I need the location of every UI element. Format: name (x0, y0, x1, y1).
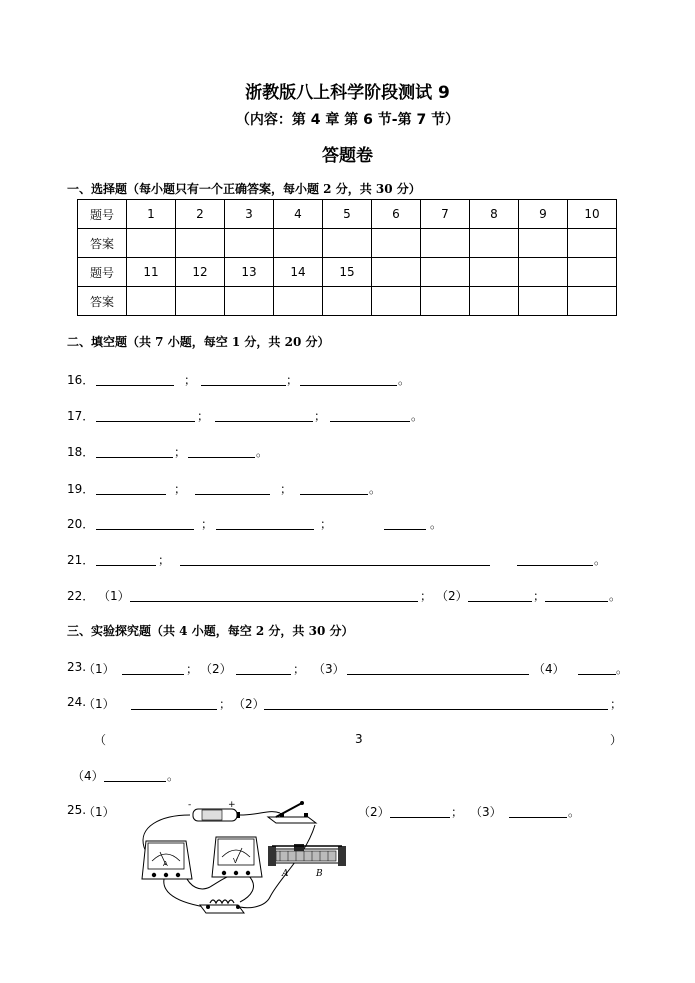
answer-cell[interactable] (470, 287, 519, 316)
section-choice-heading: 一、选择题（每小题只有一个正确答案，每小题 2 分，共 30 分） (67, 182, 421, 196)
wire (240, 812, 280, 815)
answer-blank[interactable] (347, 673, 529, 675)
answer-blank[interactable] (96, 384, 174, 386)
table-row (78, 200, 617, 229)
answer-blank[interactable] (122, 673, 184, 675)
part-label: （4） (72, 769, 104, 783)
answer-cell[interactable] (274, 287, 323, 316)
period: 。 (609, 589, 622, 603)
answer-blank[interactable] (517, 564, 593, 566)
question-number: 21． (67, 553, 95, 567)
table-cell: 9 (519, 200, 568, 229)
voltmeter-label: V (233, 857, 238, 865)
question-number: 19． (67, 482, 95, 496)
ammeter-icon (142, 841, 192, 879)
answer-cell[interactable] (372, 287, 421, 316)
wire (164, 875, 205, 907)
table-cell: 6 (372, 200, 421, 229)
semicolon: ； (197, 409, 210, 423)
part-label: （1） (83, 805, 115, 819)
close-paren: ） (610, 733, 623, 747)
semicolon: ； (610, 697, 623, 711)
table-cell: 12 (176, 258, 225, 287)
part-label: （2） (358, 805, 390, 819)
part-label: （1） (98, 589, 130, 603)
rheostat-terminal-a: A (282, 869, 289, 879)
part-label: （2） (200, 662, 232, 676)
answer-blank[interactable] (180, 564, 490, 566)
table-cell-label: 题号 (78, 258, 127, 287)
answer-blank[interactable] (578, 673, 616, 675)
table-cell: 5 (323, 200, 372, 229)
answer-blank[interactable] (468, 600, 532, 602)
part-number: 3 (355, 732, 363, 746)
answer-blank[interactable] (201, 384, 286, 386)
table-cell-label: 答案 (78, 287, 127, 316)
semicolon: ； (320, 517, 333, 531)
table-cell: 3 (225, 200, 274, 229)
question-number: 16． (67, 373, 95, 387)
answer-cell[interactable] (274, 229, 323, 258)
table-row (78, 258, 617, 287)
answer-blank[interactable] (236, 673, 291, 675)
rheostat-terminal-b: B (316, 869, 323, 879)
part-label: （2） (233, 697, 265, 711)
answer-blank[interactable] (96, 564, 156, 566)
question-number: 22． (67, 589, 95, 603)
answer-cell[interactable] (421, 229, 470, 258)
section-experiment-heading: 三、实验探究题（共 4 小题，每空 2 分，共 30 分） (67, 624, 354, 638)
semicolon: ； (451, 805, 464, 819)
table-cell: 8 (470, 200, 519, 229)
answer-blank[interactable] (188, 456, 255, 458)
part-label: （3） (313, 662, 345, 676)
answer-blank[interactable] (509, 816, 567, 818)
period: 。 (430, 517, 443, 531)
period: 。 (369, 482, 382, 496)
answer-blank[interactable] (264, 708, 608, 710)
answer-blank[interactable] (300, 493, 368, 495)
answer-blank[interactable] (96, 456, 173, 458)
table-cell: 13 (225, 258, 274, 287)
period: 。 (398, 373, 411, 387)
period: 。 (256, 445, 269, 459)
question-number: 17． (67, 409, 95, 423)
answer-blank[interactable] (300, 384, 397, 386)
semicolon: ； (420, 589, 433, 603)
table-row (78, 287, 617, 316)
resistor-icon (200, 900, 244, 913)
part-label: （3） (470, 805, 502, 819)
answer-cell[interactable] (225, 229, 274, 258)
answer-cell[interactable] (176, 229, 225, 258)
sheet-title: 答题卷 (322, 146, 373, 166)
semicolon: ； (174, 445, 187, 459)
table-cell: 4 (274, 200, 323, 229)
answer-blank[interactable] (545, 600, 608, 602)
rheostat-icon (268, 843, 348, 879)
table-cell: 7 (421, 200, 470, 229)
answer-blank[interactable] (96, 420, 195, 422)
semicolon: ； (184, 373, 197, 387)
semicolon: ； (286, 373, 299, 387)
table-cell-label: 答案 (78, 229, 127, 258)
table-cell: 2 (176, 200, 225, 229)
answer-blank[interactable] (130, 600, 418, 602)
answer-cell[interactable] (323, 229, 372, 258)
battery-minus-label: - (188, 800, 192, 810)
table-cell: 10 (568, 200, 617, 229)
period: 。 (167, 769, 180, 783)
answer-blank[interactable] (96, 528, 194, 530)
semicolon: ； (219, 697, 232, 711)
ammeter-label: A (163, 860, 168, 868)
part-label: （2） (436, 589, 468, 603)
semicolon: ； (293, 662, 306, 676)
answer-cell[interactable] (568, 229, 617, 258)
answer-cell[interactable] (470, 229, 519, 258)
period: 。 (616, 662, 629, 676)
semicolon: ； (533, 589, 546, 603)
part-label: （4） (533, 662, 565, 676)
table-cell (519, 258, 568, 287)
battery-icon (188, 800, 240, 821)
answer-blank[interactable] (215, 420, 313, 422)
answer-cell[interactable] (323, 287, 372, 316)
table-cell: 11 (127, 258, 176, 287)
battery-plus-label: + (228, 800, 236, 810)
answer-cell[interactable] (519, 229, 568, 258)
answer-blank[interactable] (384, 528, 426, 530)
answer-blank[interactable] (216, 528, 314, 530)
section-fill-heading: 二、填空题（共 7 小题，每空 1 分，共 20 分） (67, 335, 330, 349)
voltmeter-icon (212, 837, 262, 877)
answer-cell[interactable] (127, 287, 176, 316)
table-cell-label: 题号 (78, 200, 127, 229)
table-cell: 15 (323, 258, 372, 287)
page-subtitle: （内容：第 4 章 第 6 节-第 7 节） (235, 112, 460, 128)
answer-cell[interactable] (225, 287, 274, 316)
table-row (78, 229, 617, 258)
semicolon: ； (186, 662, 199, 676)
table-cell: 14 (274, 258, 323, 287)
semicolon: ； (174, 482, 187, 496)
page-title: 浙教版八上科学阶段测试 9 (245, 83, 450, 103)
answer-blank[interactable] (104, 780, 166, 782)
question-number: 24. (67, 695, 87, 709)
question-number: 23. (67, 660, 87, 674)
table-cell: 1 (127, 200, 176, 229)
answer-blank[interactable] (131, 708, 217, 710)
table-cell (372, 258, 421, 287)
semicolon: ； (201, 517, 214, 531)
period: 。 (568, 805, 581, 819)
part-label: （1） (83, 697, 115, 711)
open-paren: （ (94, 733, 107, 747)
table-cell (470, 258, 519, 287)
answer-cell[interactable] (372, 229, 421, 258)
answer-blank[interactable] (96, 493, 166, 495)
answer-cell[interactable] (519, 287, 568, 316)
wire (240, 875, 253, 902)
question-number: 20． (67, 517, 95, 531)
answer-blank[interactable] (195, 493, 270, 495)
part-label: （1） (83, 662, 115, 676)
answer-table (77, 199, 617, 316)
table-cell (421, 258, 470, 287)
semicolon: ； (280, 482, 293, 496)
question-number: 25. (67, 803, 87, 817)
answer-cell[interactable] (176, 287, 225, 316)
answer-blank[interactable] (330, 420, 410, 422)
question-number: 18． (67, 445, 95, 459)
answer-cell[interactable] (568, 287, 617, 316)
table-cell (568, 258, 617, 287)
answer-cell[interactable] (127, 229, 176, 258)
period: 。 (594, 553, 607, 567)
semicolon: ； (158, 553, 171, 567)
answer-blank[interactable] (390, 816, 450, 818)
answer-cell[interactable] (421, 287, 470, 316)
period: 。 (411, 409, 424, 423)
semicolon: ； (314, 409, 327, 423)
